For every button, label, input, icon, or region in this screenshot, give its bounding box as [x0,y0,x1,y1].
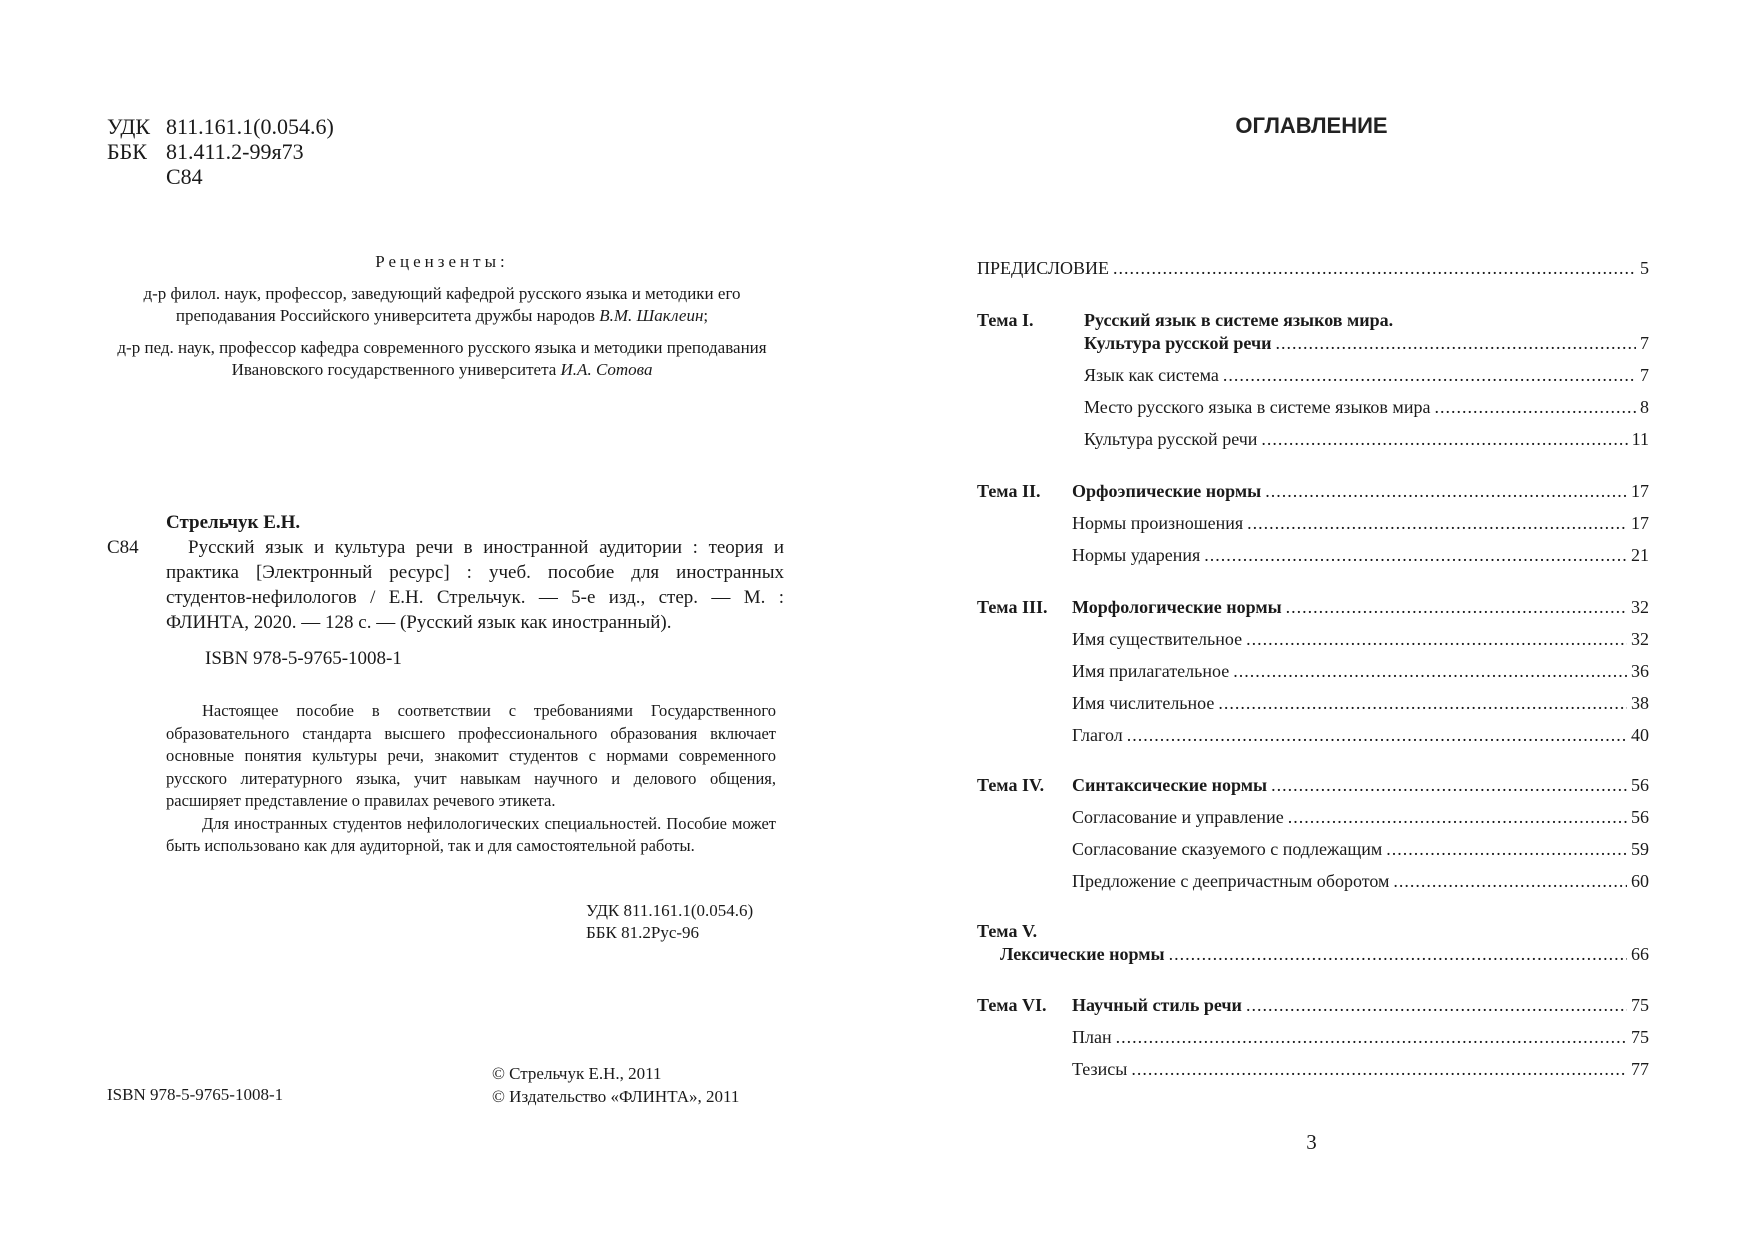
toc-item[interactable]: Предложение с деепричастным оборотом ..... 60 [1072,871,1649,892]
toc-item[interactable]: Имя прилагательное ..... 36 [1072,661,1649,682]
toc-theme-1[interactable]: Культура русской речи ..... 7 [1084,333,1649,354]
toc-theme-3[interactable]: Морфологические нормы ..... 32 [1072,597,1649,618]
classification-codes [107,114,334,189]
toc-item[interactable]: План ..... 75 [1072,1027,1649,1048]
toc-item[interactable]: Согласование сказуемого с подлежащим ..... 59 [1072,839,1649,860]
abstract [166,700,776,858]
page-number: 3 [1306,1130,1317,1154]
reviewers-title: Рецензенты: [375,252,509,271]
abstract-paragraph-1: Настоящее пособие в соответствии с требованиями Государственного образовательного стандарта высшего профессионального образования включает основные понятия культуры речи, знакомит студентов с нормами современного русского литературного языка, учит навыкам научного и делового общения, расширяет представление о правилах речевого этикета. [166,701,776,810]
toc-item[interactable]: Нормы ударения ..... 21 [1072,545,1649,566]
theme-6-label: Тема VI. [977,995,1047,1015]
reviewers-block [110,251,774,391]
bbk-value: 81.411.2-99я73 [166,139,304,164]
theme-3-label: Тема III. [977,597,1048,617]
toc-theme-4[interactable]: Синтаксические нормы ..... 56 [1072,775,1649,796]
theme-2-label: Тема II. [977,481,1041,501]
toc-theme-2[interactable]: Орфоэпические нормы ..... 17 [1072,481,1649,502]
theme-1-label: Тема I. [977,310,1034,330]
toc-item[interactable]: Нормы произношения ..... 17 [1072,513,1649,534]
reviewer-2: д-р пед. наук, профессор кафедра современного русского языка и методики преподавания Ивановского государственного университета И.А. Сотова [117,338,767,379]
abstract-paragraph-2: Для иностранных студентов нефилологических специальностей. Пособие может быть использовано как для аудиторной, так и для самостоятельной работы. [166,813,776,855]
toc-item[interactable]: Согласование и управление ..... 56 [1072,807,1649,828]
reviewer-2-name: И.А. Сотова [560,360,653,379]
copyright-author: © Стрельчук Е.Н., 2011 [492,1064,662,1083]
toc-item[interactable]: Язык как система ..... 7 [1084,365,1649,386]
copyright-publisher: © Издательство «ФЛИНТА», 2011 [492,1087,740,1106]
toc-theme-6[interactable]: Научный стиль речи ..... 75 [1072,995,1649,1016]
theme-1-title-line1: Русский язык в системе языков мира. [1084,310,1394,330]
toc-item[interactable]: Имя числительное ..... 38 [1072,693,1649,714]
left-page [0,0,874,1241]
toc-item[interactable]: Глагол ..... 40 [1072,725,1649,746]
reviewer-1-name: В.М. Шаклеин [599,306,704,325]
toc-item[interactable]: Имя существительное ..... 32 [1072,629,1649,650]
toc-item[interactable]: Тезисы ..... 77 [1072,1059,1649,1080]
catalog-mark: С84 [107,537,139,558]
bibliographic-entry: Русский язык и культура речи в иностранной аудитории : теория и практика [Электронный ресурс] : учеб. пособие для иностранных студентов-нефилологов / Е.Н. Стрельчук. — 5-е изд., стер. — М. : ФЛИНТА, 2020. — 128 с. — (Русский язык как иностранный). [166,537,784,633]
isbn-main: ISBN 978-5-9765-1008-1 [205,648,402,669]
udk-bbk-small [586,900,753,944]
bbk-label: ББК [107,139,147,164]
copyright-block [492,1062,739,1108]
theme-5-label: Тема V. [977,921,1038,941]
catalog-code: С84 [166,164,203,189]
udk-value: 811.161.1(0.054.6) [166,114,334,139]
isbn-bottom: ISBN 978-5-9765-1008-1 [107,1085,284,1104]
toc-item[interactable]: Культура русской речи ..... 11 [1084,429,1649,450]
reviewer-1: д-р филол. наук, профессор, заведующий кафедрой русского языка и методики его преподавания Российского университета дружбы народов В.М. Шаклеин; [143,284,741,325]
toc-title: ОГЛАВЛЕНИЕ [1235,113,1388,138]
toc-theme-5[interactable]: Лексические нормы ..... 66 [1000,944,1649,965]
theme-4-label: Тема IV. [977,775,1045,795]
right-page [874,0,1749,1241]
bbk-small: ББК 81.2Рус-96 [586,923,700,942]
udk-label: УДК [107,114,151,139]
toc-preface[interactable]: ПРЕДИСЛОВИЕ ..... 5 [977,258,1649,279]
toc-item[interactable]: Место русского языка в системе языков мира ..... 8 [1084,397,1649,418]
author-name: Стрельчук Е.Н. [166,512,301,533]
udk-small: УДК 811.161.1(0.054.6) [586,901,754,920]
